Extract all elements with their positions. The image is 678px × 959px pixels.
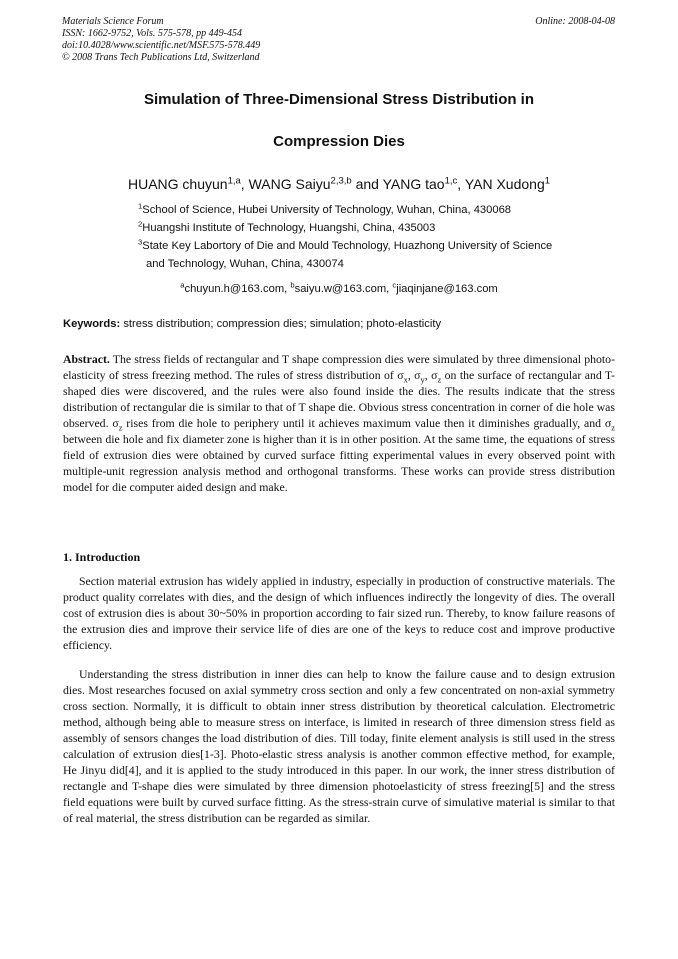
introduction-paragraph-2: Understanding the stress distribution in inner dies can help to know the failure cause and to design extrusion dies. Most researches focused on axial symmetry cross section and only a few concentrated on non-axial symmetry cross section. Normally, it is difficult to obtain inner stress distribution by theoretical calculation. Electrometric method, although being able to measure stress on interface, is limited in research of three dimension stress field as assembly of sensors changes the load distribution of dies. Till today, finite element analysis is still used in the stress calculation of extrusion dies[1-3]. Photo-elastic stress analysis is another common effective method, for example, He Jinyu did[4], and it is applied to the study introduced in this paper. In our work, the inner stress distribution of rectangle and T-shape dies were simulated by three dimension photoelasticity of stress freezing[5] and the stress field equations were built by curved surface fitting. As the stress-strain curve of simulative material is similar to that of real material, the stress distribution can be regarded as similar. bbox=[63, 667, 615, 825]
journal-name: Materials Science Forum bbox=[62, 16, 164, 27]
affiliation-1 bbox=[138, 203, 614, 217]
abstract-text-part-2: on the surface of rectangular and T-shaped dies were discovered, and the rules were also found inside the dies. The results indicate that the stress distribution of rectangular die is similar to that of T shape die. Obvious stress concentration in corner of die hole was observed. σ bbox=[63, 368, 615, 430]
sigma-x-subscript: x bbox=[403, 374, 408, 385]
author-emails: $^a$chuyun.h@163.com, $^b$saiyu.w@163.com, $^c$jiaqinjane@163.com bbox=[180, 280, 498, 295]
keywords-text: stress distribution; compression dies; simulation; photo-elasticity bbox=[123, 318, 442, 330]
email-mark-c: c bbox=[392, 280, 397, 290]
affiliation-text-2: Huangshi Institute of Technology, Huangshi, China, 435003 bbox=[142, 222, 436, 234]
keywords-label: Keywords: bbox=[63, 318, 121, 330]
paper-title-line-1: Simulation of Three-Dimensional Stress Distribution in bbox=[143, 91, 535, 108]
abstract-text-part-3: rises from die hole to periphery until it achieves maximum value then it diminishes gradually, and σ bbox=[122, 416, 612, 430]
abstract-text-part-4: between die hole and fix diameter zone is higher than it is in other position. At the same time, the equations of stress field of extrusion dies were obtained by curved surface fitting experimental values in every observed point with multiple-unit regression analysis method and orthogonal transforms. These works can provide stress distribution model for die computer aided design and make. bbox=[63, 432, 615, 494]
affiliation-mark-3: 3 bbox=[138, 237, 143, 247]
author-name-2: WANG Saiyu bbox=[248, 176, 331, 192]
author-separator-and: and bbox=[355, 176, 379, 192]
author-list bbox=[0, 175, 678, 193]
abstract bbox=[63, 351, 615, 495]
journal-issn: ISSN: 1662-9752, Vols. 575-578, pp 449-454 bbox=[62, 28, 242, 39]
email-b: saiyu.w@163.com bbox=[294, 283, 387, 295]
affiliation-text-3: State Key Labortory of Die and Mould Technology, Huazhong University of Science bbox=[142, 240, 553, 252]
abstract-sigma-separator-1: , σ bbox=[407, 368, 421, 382]
author-name-4: YAN Xudong bbox=[464, 176, 545, 192]
paper-title-line-2: Compression Dies bbox=[273, 133, 405, 150]
author-separator-3: , bbox=[457, 176, 462, 192]
author-name-1: HUANG chuyun bbox=[127, 176, 228, 192]
sigma-z-subscript-3: z bbox=[611, 422, 616, 433]
affiliation-mark-1: 1 bbox=[138, 201, 143, 211]
email-c: jiaqinjane@163.com bbox=[396, 283, 498, 295]
author-marks-2: 2,3,b bbox=[330, 175, 352, 187]
affiliation-3 bbox=[138, 239, 614, 253]
sigma-y-subscript: y bbox=[420, 374, 425, 385]
affiliation-text-1: School of Science, Hubei University of Technology, Wuhan, China, 430068 bbox=[142, 204, 512, 216]
online-date: Online: 2008-04-08 bbox=[535, 16, 615, 27]
author-marks-4: 1 bbox=[544, 175, 551, 187]
email-a: chuyun.h@163.com bbox=[184, 283, 285, 295]
author-name-3: YANG tao bbox=[382, 176, 445, 192]
author-marks-3: 1,c bbox=[444, 175, 458, 187]
introduction-paragraph-1: Section material extrusion has widely applied in industry, especially in production of constructive materials. The product quality correlates with dies, and the design of which influences indirectly the longevity of dies. The overall cost of extrusion dies is about 30~50% in proportion according to fair sized run. Thereby, to know failure reasons of the extrusion dies and improve their service life of dies are one of the keys to reduce cost and improve productive efficiency. bbox=[63, 574, 615, 652]
introduction-heading: 1. Introduction bbox=[63, 550, 141, 564]
journal-doi: doi:10.4028/www.scientific.net/MSF.575-578.449 bbox=[62, 40, 261, 51]
affiliation-mark-2: 2 bbox=[138, 219, 143, 229]
author-marks-1: 1,a bbox=[227, 175, 241, 187]
sigma-z-subscript-1: z bbox=[437, 374, 442, 385]
author-separator-1: , bbox=[240, 176, 245, 192]
email-mark-a: a bbox=[180, 280, 185, 290]
journal-copyright: © 2008 Trans Tech Publications Ltd, Switzerland bbox=[62, 52, 260, 63]
abstract-sigma-separator-2: , σ bbox=[424, 368, 438, 382]
affiliation-2 bbox=[138, 221, 614, 235]
sigma-z-subscript-2: z bbox=[118, 422, 123, 433]
keywords bbox=[63, 317, 615, 331]
abstract-text-part-1: The stress fields of rectangular and T shape compression dies were simulated by three dimensional photo-elasticity of stress freezing method. The rules of stress distribution of σ bbox=[63, 352, 615, 382]
journal-header bbox=[62, 16, 260, 64]
affiliation-3-continuation: and Technology, Wuhan, China, 430074 bbox=[146, 258, 344, 270]
email-mark-b: b bbox=[290, 280, 295, 290]
abstract-label: Abstract. bbox=[63, 352, 110, 366]
